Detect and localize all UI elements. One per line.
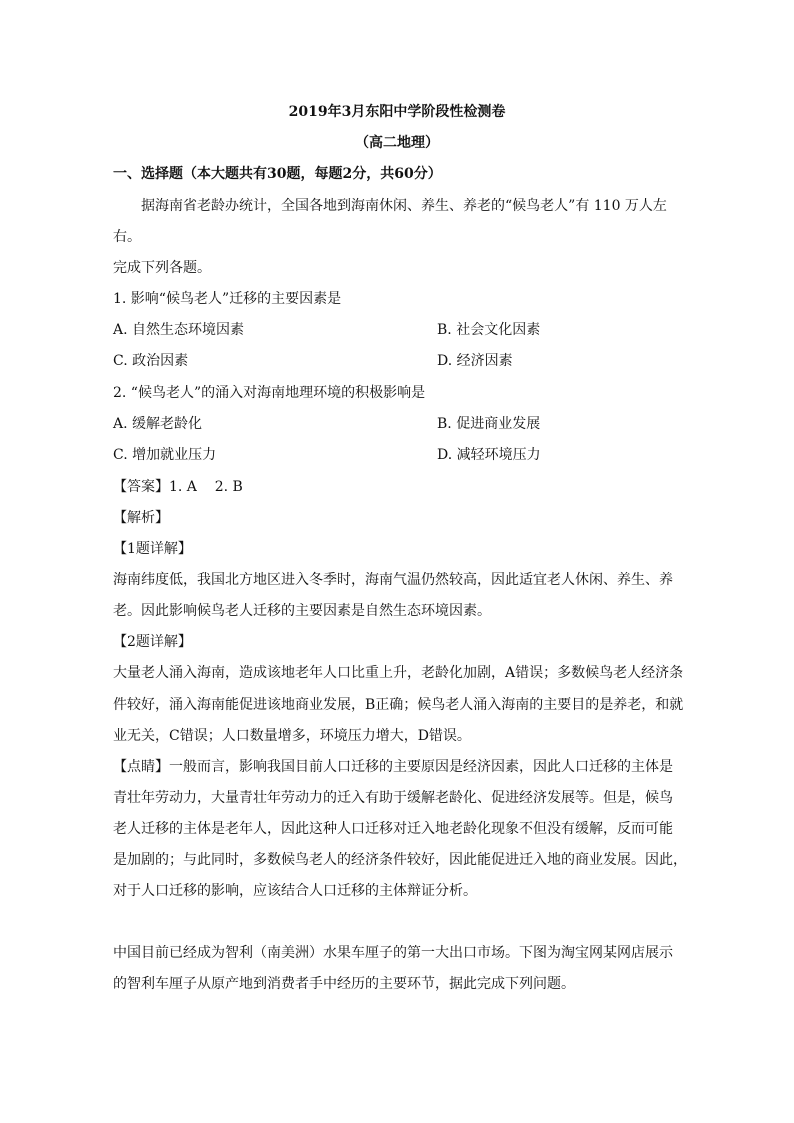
q1-option-b: B. 社会文化因素 — [437, 322, 541, 338]
comment-line: 【点睛】一般而言，影响我国目前人口迁移的主要原因是经济因素，因此人口迁移的主体是 — [113, 759, 673, 775]
section-heading: 一、选择题（本大题共有30题，每题2分，共60分） — [113, 166, 442, 182]
q2-analysis-line: 大量老人涌入海南，造成该地老年人口比重上升，老龄化加剧，A错误；多数候鸟老人经济条 — [113, 665, 684, 681]
q2-analysis-line: 业无关，C错误；人口数量增多，环境压力增大，D错误。 — [113, 728, 471, 744]
q2-analysis-label: 【2题详解】 — [113, 634, 192, 650]
comment-line: 对于人口迁移的影响，应该结合人口迁移的主体辩证分析。 — [113, 883, 477, 899]
q1-stem: 1. 影响“候鸟老人”迁移的主要因素是 — [113, 291, 342, 307]
comment-line: 青壮年劳动力，大量青壮年劳动力的迁入有助于缓解老龄化、促进经济发展等。但是，候鸟 — [113, 790, 673, 806]
q2-option-d: D. 减轻环境压力 — [437, 447, 541, 463]
q1-analysis-line: 老。因此影响候鸟老人迁移的主要因素是自然生态环境因素。 — [113, 603, 491, 619]
q2-option-b: B. 促进商业发展 — [437, 416, 541, 432]
q1-option-a: A. 自然生态环境因素 — [113, 322, 245, 338]
passage2-line: 的智利车厘子从原产地到消费者手中经历的主要环节，据此完成下列问题。 — [113, 976, 575, 992]
comment-line: 老人迁移的主体是老年人，因此这种人口迁移对迁入地老龄化现象不但没有缓解，反而可能 — [113, 821, 673, 837]
passage1-instruction: 完成下列各题。 — [113, 260, 211, 276]
q2-analysis-line: 件较好，涌入海南能促进该地商业发展，B正确；候鸟老人涌入海南的主要目的是养老，和就 — [113, 697, 684, 713]
exam-title: 2019年3月东阳中学阶段性检测卷 — [288, 104, 506, 120]
q2-option-a: A. 缓解老龄化 — [113, 416, 203, 432]
comment-line: 是加剧的；与此同时，多数候鸟老人的经济条件较好，因此能促进迁入地的商业发展。因此， — [113, 852, 687, 868]
q1-analysis-line: 海南纬度低，我国北方地区进入冬季时，海南气温仍然较高，因此适宜老人休闲、养生、养 — [113, 572, 673, 588]
passage2-line: 中国目前已经成为智利（南美洲）水果车厘子的第一大出口市场。下图为淘宝网某网店展示 — [113, 945, 673, 961]
q2-stem: 2. “候鸟老人”的涌入对海南地理环境的积极影响是 — [113, 385, 426, 401]
answer-line: 【答案】1. A 2. B — [113, 479, 243, 495]
q2-option-c: C. 增加就业压力 — [113, 447, 217, 463]
passage1-line: 右。 — [113, 229, 141, 245]
passage1-line: 据海南省老龄办统计，全国各地到海南休闲、养生、养老的“候鸟老人”有 110 万人左 — [141, 198, 667, 214]
q1-option-d: D. 经济因素 — [437, 353, 513, 369]
q1-option-c: C. 政治因素 — [113, 353, 189, 369]
q1-analysis-label: 【1题详解】 — [113, 541, 192, 557]
exam-subtitle: （高二地理） — [355, 135, 439, 151]
analysis-label: 【解析】 — [113, 510, 169, 526]
